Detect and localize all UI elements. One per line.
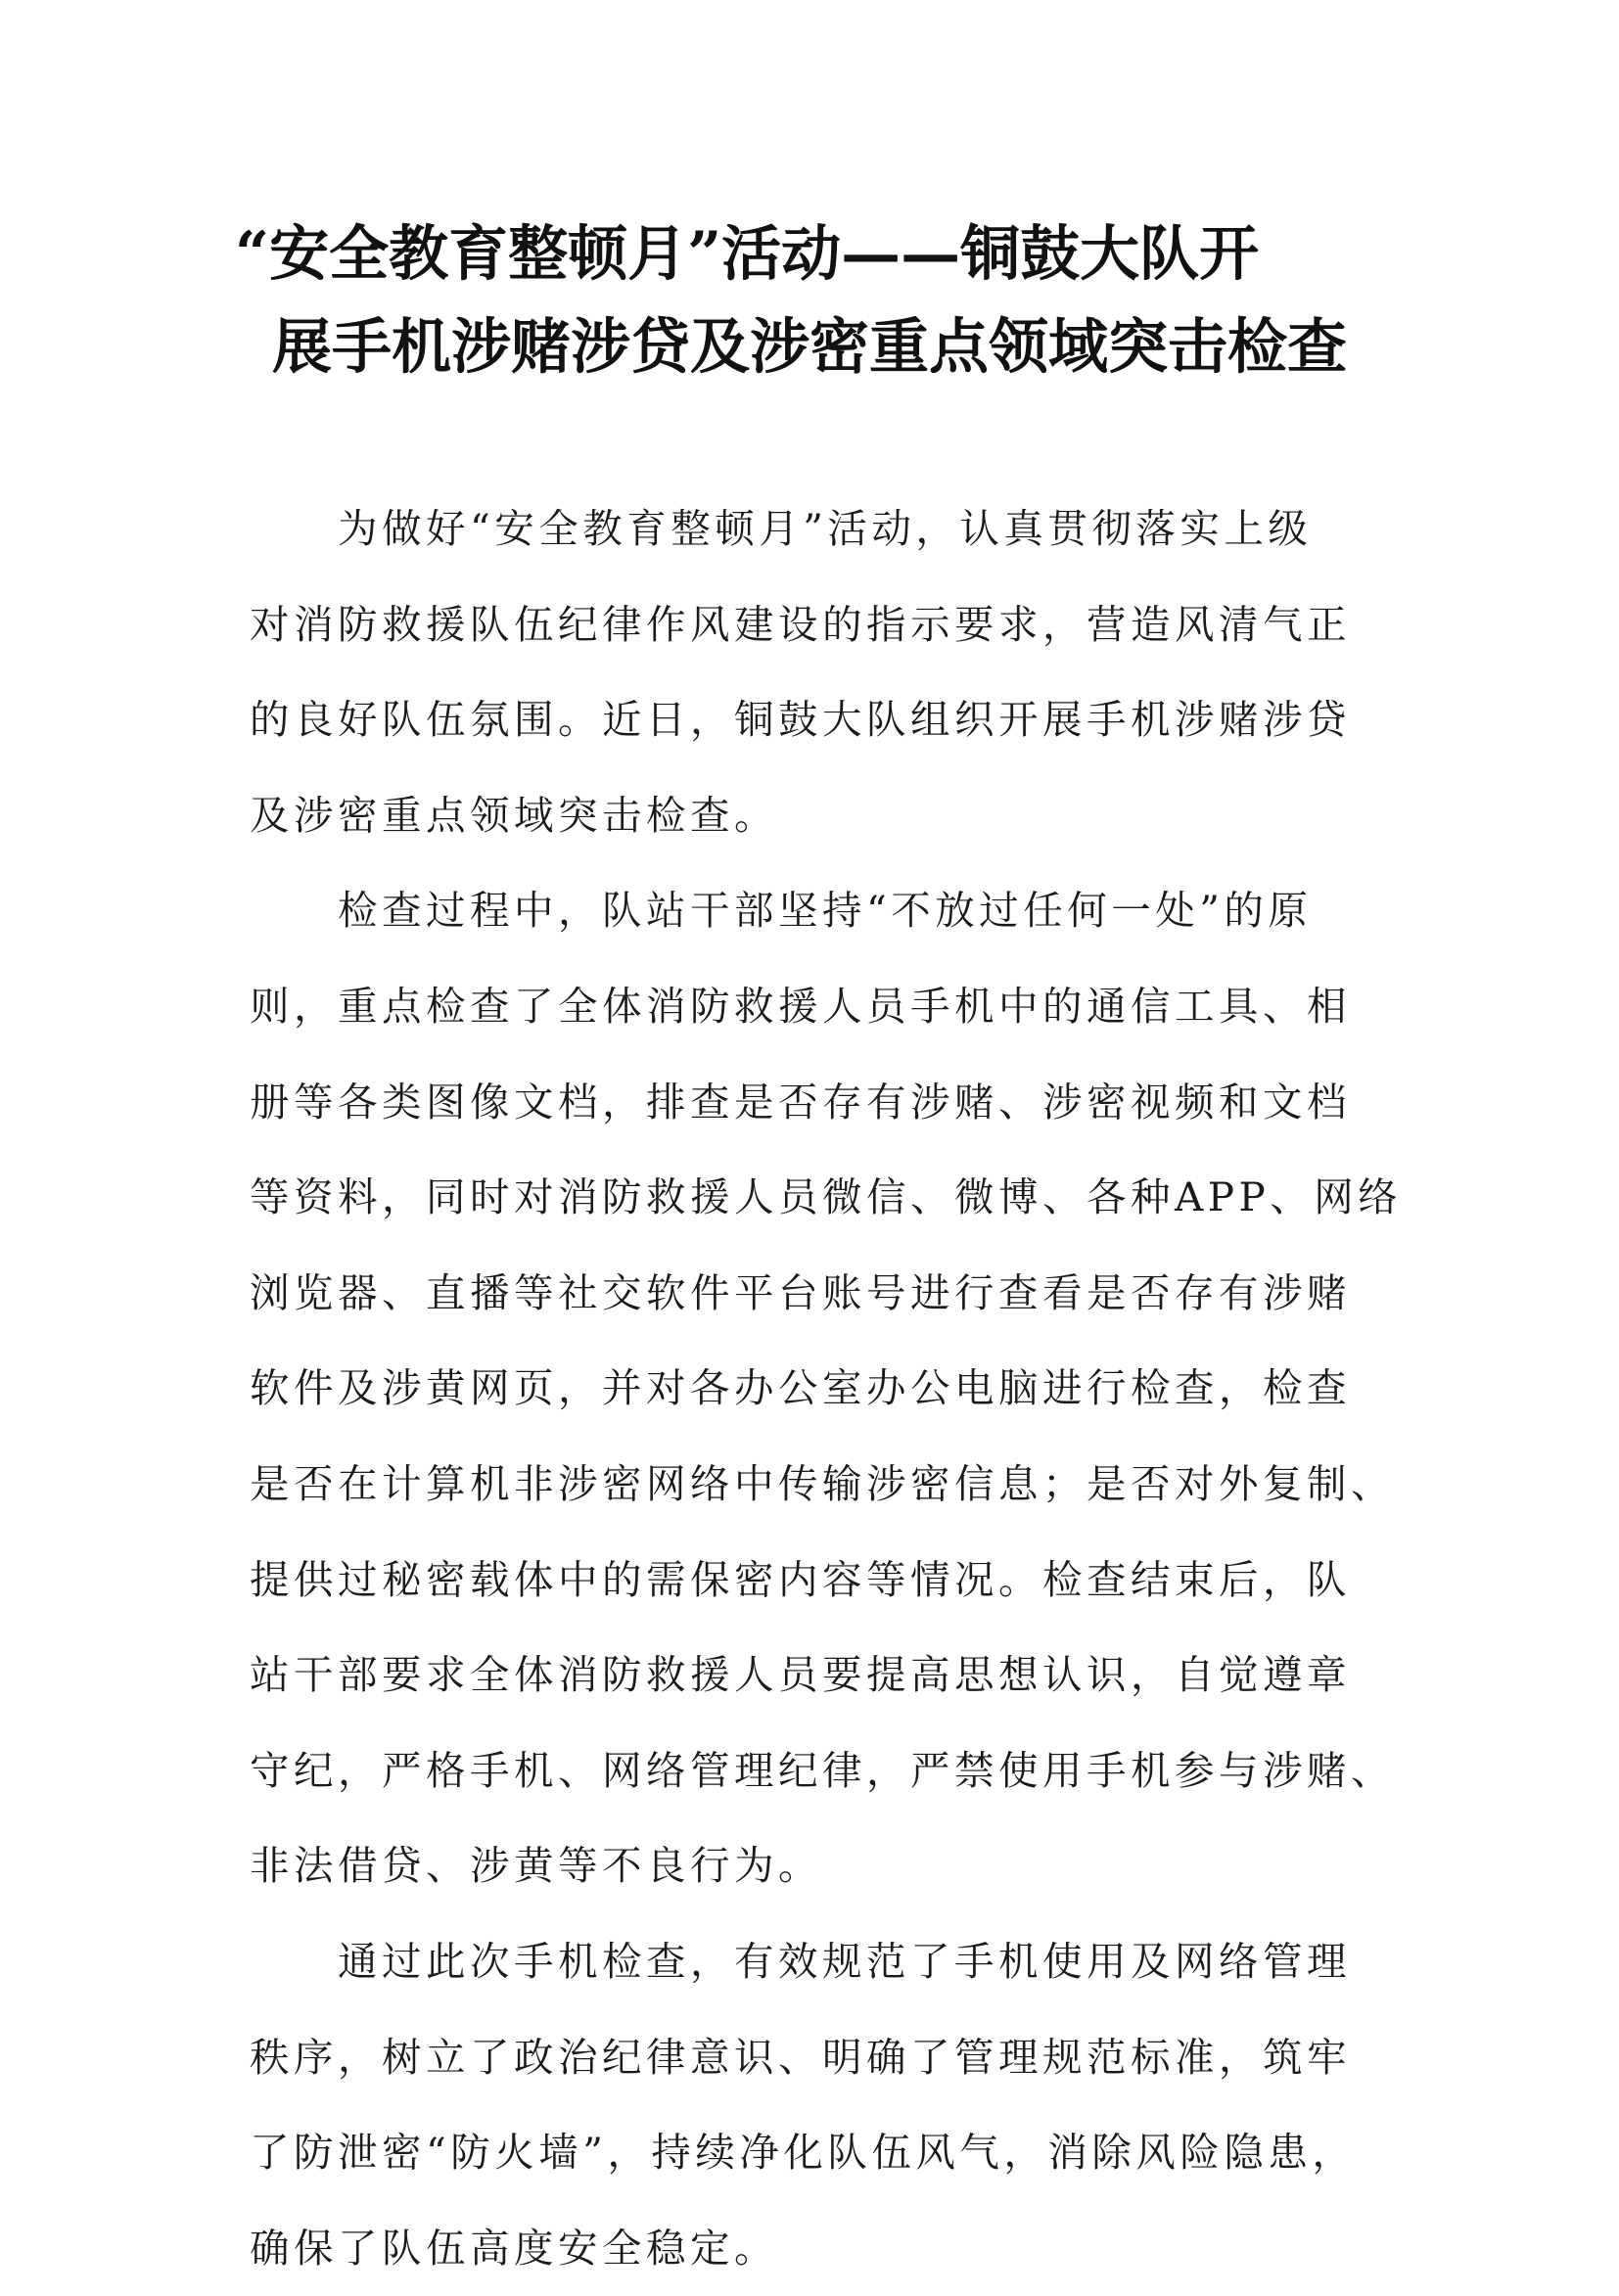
- paragraph-line: 非法借贷、涉黄等不良行为。: [250, 1842, 822, 1890]
- paragraph-line: 检查过程中，队站干部坚持“不放过任何一处”的原: [338, 887, 1313, 935]
- document-body: [250, 482, 1403, 2296]
- paragraph-1: [250, 482, 1385, 863]
- paragraph-line: 守纪，严格手机、网络管理纪律，严禁使用手机参与涉赌、: [250, 1746, 1395, 1794]
- paragraph-line: 为做好“安全教育整顿月”活动，认真贯彻落实上级: [338, 505, 1313, 552]
- paragraph-line: 提供过秘密载体中的需保密内容等情况。检查结束后，队: [250, 1555, 1351, 1603]
- paragraph-line: 的良好队伍氛围。近日，铜鼓大队组织开展手机涉赌涉贷: [250, 696, 1351, 744]
- paragraph-line: 及涉密重点领域突击检查。: [250, 791, 778, 839]
- paragraph-line: 等资料，同时对消防救援人员微信、微博、各种APP、网络: [250, 1173, 1403, 1221]
- paragraph-line: 通过此次手机检查，有效规范了手机使用及网络管理: [338, 1937, 1351, 1985]
- title-line: “安全教育整顿月”活动——铜鼓大队开: [235, 219, 1260, 289]
- paragraph-2: [250, 863, 1403, 1914]
- paragraph-line: 软件及涉黄网页，并对各办公室办公电脑进行检查，检查: [250, 1364, 1351, 1412]
- title-line: 展手机涉赌涉贷及涉密重点领域突击检查: [272, 312, 1348, 382]
- paragraph-line: 对消防救援队伍纪律作风建设的指示要求，营造风清气正: [250, 600, 1351, 648]
- paragraph-3: [250, 1914, 1385, 2296]
- paragraph-line: 确保了队伍高度安全稳定。: [250, 2224, 778, 2272]
- paragraph-line: 册等各类图像文档，排查是否存有涉赌、涉密视频和文档: [250, 1078, 1351, 1125]
- paragraph-line: 了防泄密“防火墙”，持续净化队伍风气，消除风险隐患，: [250, 2129, 1357, 2177]
- paragraph-line: 秩序，树立了政治纪律意识、明确了管理规范标准，筑牢: [250, 2033, 1351, 2081]
- document-title: [235, 207, 1390, 393]
- paragraph-line: 是否在计算机非涉密网络中传输涉密信息；是否对外复制、: [250, 1459, 1395, 1507]
- paragraph-line: 站干部要求全体消防救援人员要提高思想认识，自觉遵章: [250, 1651, 1351, 1699]
- paragraph-line: 浏览器、直播等社交软件平台账号进行查看是否存有涉赌: [250, 1268, 1351, 1316]
- paragraph-line: 则，重点检查了全体消防救援人员手机中的通信工具、相: [250, 982, 1351, 1030]
